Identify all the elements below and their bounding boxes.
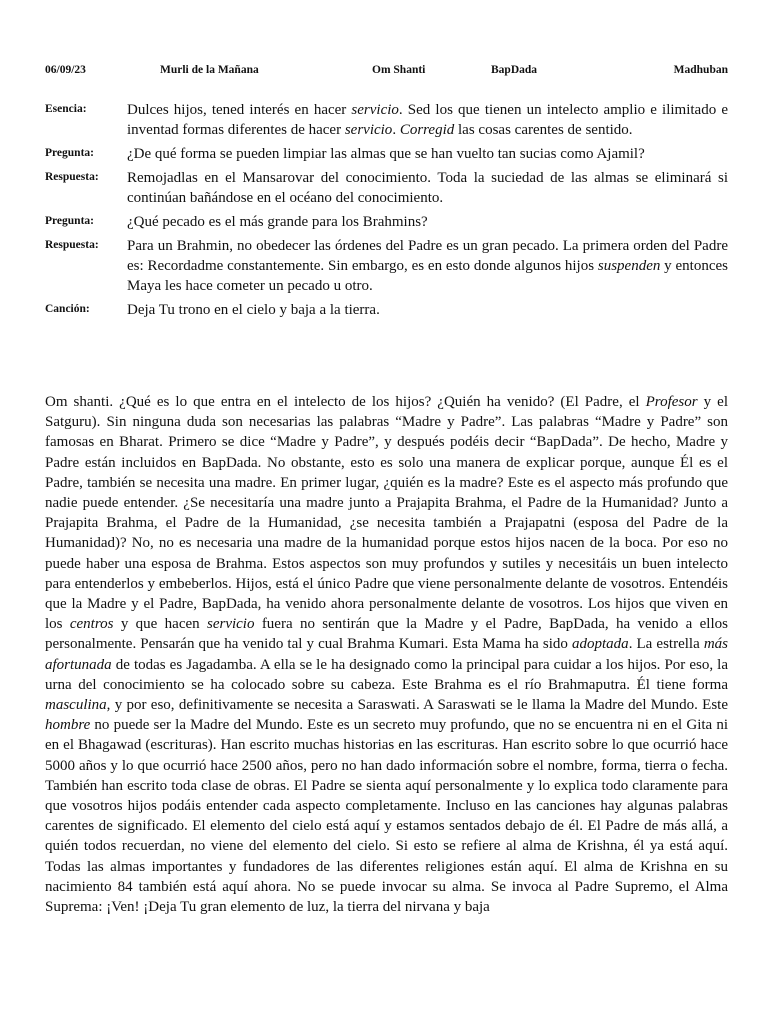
text-run: ¿Qué pecado es el más grande para los Brahmins? [127, 214, 428, 230]
text-run: las cosas carentes de sentido. [454, 122, 633, 138]
text-run: . [392, 122, 400, 138]
text-run: de todas es Jagadamba. A ella se le ha designado como la principal para cuidar a los hijos. Por eso, la urna del conocimiento se ha colocado sobre su cabeza. Este Brahma es el río Brahmaputra. Él tiene forma [45, 656, 728, 693]
text-run: Dulces hijos, tened interés en hacer [127, 102, 352, 118]
qa-text [127, 144, 728, 164]
text-run: ¿De qué forma se pueden limpiar las almas que se han vuelto tan sucias como Ajamil? [127, 146, 645, 162]
text-run: , y por eso, definitivamente se necesita a Saraswati. A Saraswati se le llama la Madre del Mundo. Este [106, 697, 728, 714]
qa-row [45, 100, 728, 140]
text-run: . Sed los que tienen un intelecto amplio e ilimitado e inventad formas diferentes de hacer [127, 102, 728, 138]
qa-row [45, 144, 728, 164]
summary-section [45, 100, 728, 324]
italic-text: masculina [45, 697, 107, 714]
qa-text [127, 212, 728, 232]
italic-text: servicio [344, 122, 393, 138]
italic-text: Corregid [399, 122, 455, 138]
text-run: Para un Brahmin, no obedecer las órdenes del Padre es un gran pecado. La primera orden del Padre es: Recordadme constantemente. Sin embargo, es en esto donde algunos hijos [127, 238, 728, 274]
text-run: y entonces Maya les hace cometer un pecado u otro. [127, 258, 728, 294]
qa-label: Pregunta: [45, 147, 94, 159]
header-place: Madhuban [673, 64, 728, 76]
qa-label: Respuesta: [45, 171, 99, 183]
qa-text [127, 300, 728, 320]
text-run: y el Satguru). Sin ninguna duda son necesarias las palabras “Madre y Padre”. Las palabras “Madre y Padre” son famosas en Bharat. Primero se dice “Madre y Padre”, y después podéis decir “BapDada”. De hecho, Madre y Padre están incluidos en BapDada. No obstante, esto es solo una manera de explicar porque, aunque Él es el Padre, también se necesita una madre. En primer lugar, ¿quién es la madre? Este es el aspecto más profundo que nadie puede entender. ¿Se necesitaría una madre junto a Prajapita Brahma, el Padre de la Humanidad? Junto a Prajapita Brahma, el Padre de la Humanidad, ¿se necesita también a Prajapatni (esposa del Padre de la Humanidad)? No, no es necesaria una madre de la humanidad porque estos hijos nacen de la boca. Por eso no puede haber una esposa de Brahma. Estos aspectos son muy profundos y sutiles y necesitáis un buen intelecto para entenderlos y embeberlos. Hijos, está el único Padre que viene personalmente delante de vosotros. Entendéis que la Madre y el Padre, BapDada, ha venido ahora personalmente delante de vosotros. Los hijos que viven en los [45, 394, 728, 633]
italic-text: suspenden [597, 258, 661, 274]
italic-text: Profesor [645, 394, 698, 410]
italic-text: más afortunada [45, 636, 728, 673]
italic-text: adoptada [572, 636, 629, 653]
document-header [45, 64, 728, 80]
qa-label: Respuesta: [45, 239, 99, 251]
italic-text: centros [69, 616, 114, 633]
qa-label: Pregunta: [45, 215, 94, 227]
italic-text: servicio [351, 102, 399, 118]
italic-text: hombre [45, 717, 91, 734]
header-title: Murli de la Mañana [160, 64, 259, 76]
qa-row [45, 236, 728, 296]
main-text [45, 392, 728, 1012]
qa-text [127, 100, 728, 140]
header-date: 06/09/23 [45, 64, 86, 76]
text-run: y que hacen [113, 616, 207, 633]
text-run: . La estrella [628, 636, 704, 653]
qa-row [45, 168, 728, 208]
qa-label: Esencia: [45, 103, 87, 115]
text-run: Remojadlas en el Mansarovar del conocimiento. Toda la suciedad de las almas se eliminará si continúan bañándose en el océano del conocimiento. [127, 170, 728, 206]
qa-text [127, 236, 728, 296]
qa-label: Canción: [45, 303, 90, 315]
text-run: fuera no sentirán que la Madre y el Padre, BapDada, ha venido a ellos personalmente. Pensarán que ha venido tal y cual Brahma Kumari. Esta Mama ha sido [45, 616, 728, 653]
qa-row [45, 300, 728, 320]
text-run: no puede ser la Madre del Mundo. Este es un secreto muy profundo, que no se encuentra ni en el Gita ni en el Bhagawad (escrituras). Han escrito muchas historias en las escrituras. Han escrito sobre lo que ocurrió hace 5000 años y lo que ocurrió hace 2500 años, pero no han dado información sobre el nombre, forma, tierra o fecha. También han escrito toda clase de obras. El Padre se sienta aquí personalmente y lo explica todo claramente para que vosotros hijos podáis entender cada aspecto completamente. Incluso en las canciones hay algunas palabras carentes de significado. El elemento del cielo está aquí y estamos sentados debajo de él. El Padre de más allá, a quién todos recuerdan, no viene del elemento del cielo. Si esto se refiere al alma de Krishna, él ya está aquí. Todas las almas importantes y fundadores de las diferentes religiones están aquí. El alma de Krishna en su nacimiento 84 también está aquí ahora. No se puede invocar su alma. Se invoca al Padre Supremo, el Alma Suprema: ¡Ven! ¡Deja Tu gran elemento de luz, la tierra del nirvana y baja [45, 717, 728, 916]
header-om-shanti: Om Shanti [372, 64, 426, 76]
text-run: Om shanti. ¿Qué es lo que entra en el intelecto de los hijos? ¿Quién ha venido? (El Padre, el [45, 394, 646, 410]
text-run: Deja Tu trono en el cielo y baja a la tierra. [127, 302, 380, 318]
qa-text [127, 168, 728, 208]
body-paragraph [45, 392, 728, 917]
italic-text: servicio [206, 616, 255, 633]
qa-row [45, 212, 728, 232]
header-bapdada: BapDada [491, 64, 538, 76]
